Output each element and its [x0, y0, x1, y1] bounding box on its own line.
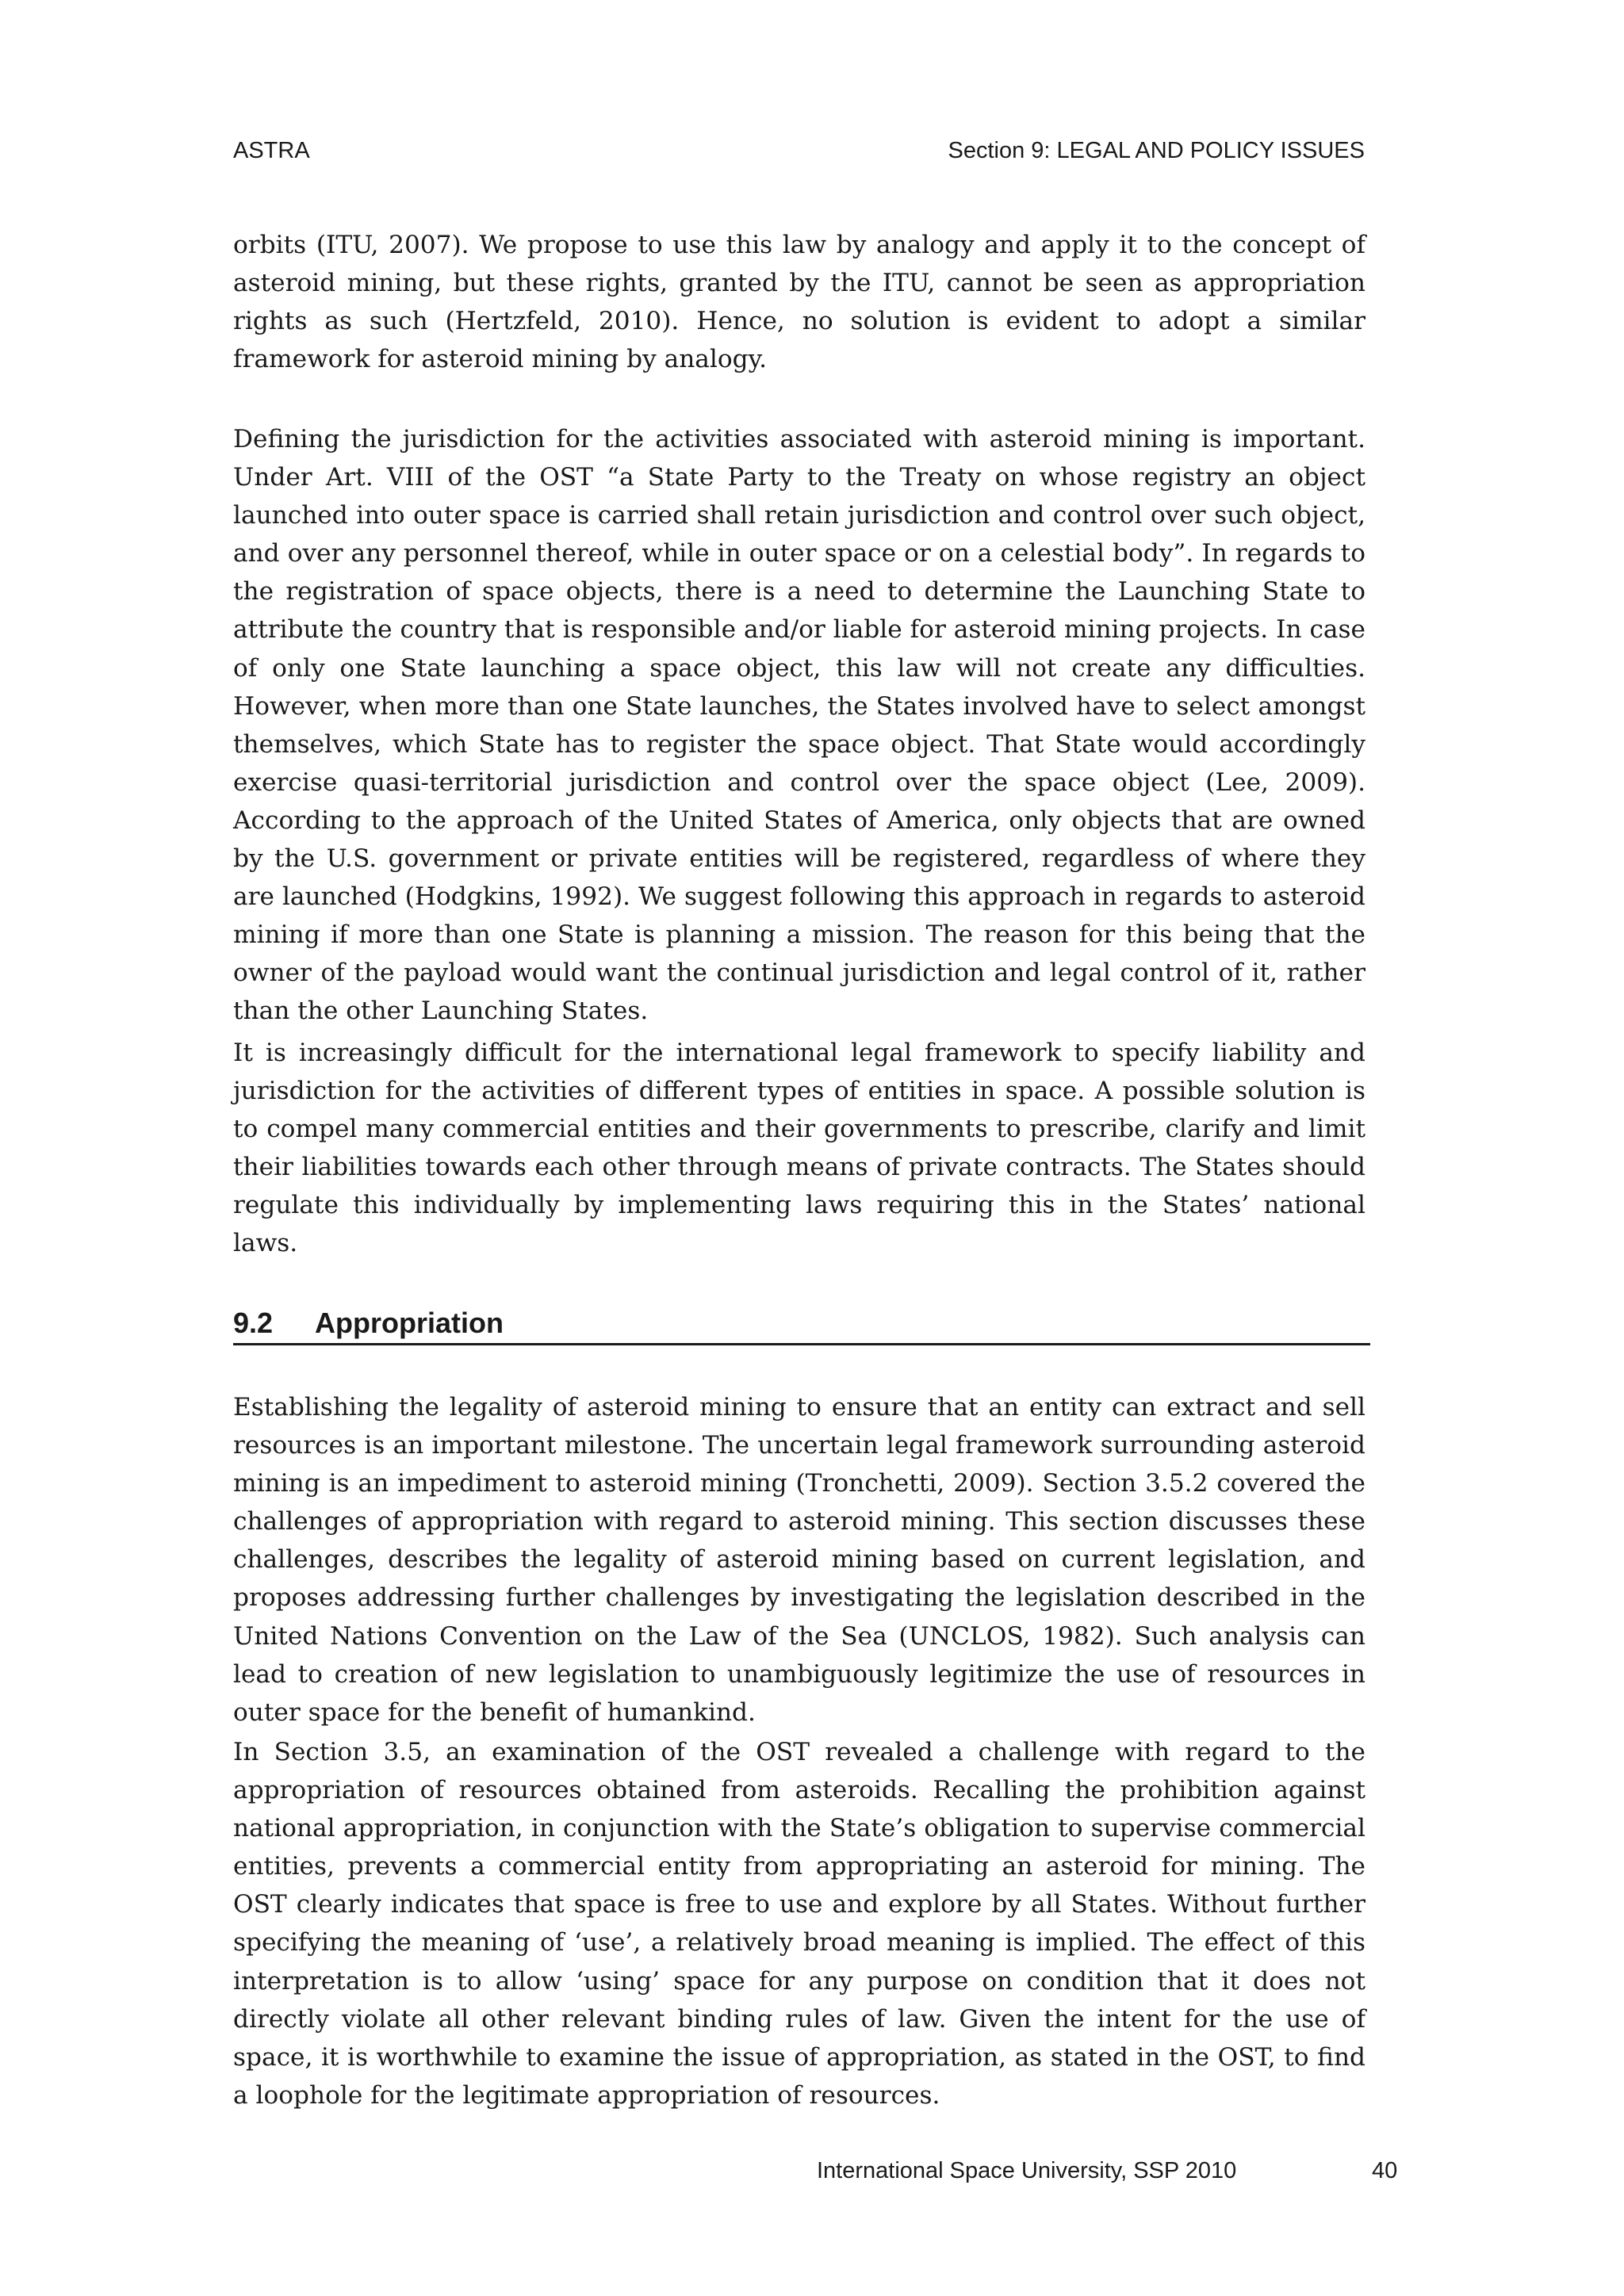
running-header-right: Section 9: LEGAL AND POLICY ISSUES: [948, 138, 1365, 163]
section-title: Appropriation: [315, 1307, 504, 1339]
paragraph-jurisdiction: Defining the jurisdiction for the activities associated with asteroid mining is important. Under Art. VIII of the OST “a State Party to the Treaty on whose registry an object launched into outer space is carried shall retain jurisdiction and control over such object, and over any personnel thereof, while in outer space or on a celestial body”. In regards to the registration of space objects, there is a need to determine the Launching State to attribute the country that is responsible and/or liable for asteroid mining projects. In case of only one State launching a space object, this law will not create any difficulties. However, when more than one State launches, the States involved have to select amongst themselves, which State has to register the space object. That State would accordingly exercise quasi-territorial jurisdiction and control over the space object (Lee, 2009). According to the approach of the United States of America, only objects that are owned by the U.S. government or private entities will be registered, regardless of where they are launched (Hodgkins, 1992). We suggest following this approach in regards to asteroid mining if more than one State is planning a mission. The reason for this being that the owner of the payload would want the continual jurisdiction and legal control of it, rather than the other Launching States.: [233, 425, 1365, 1026]
footer-institution: International Space University, SSP 2010: [817, 2158, 1237, 2183]
paragraph-legality: Establishing the legality of asteroid mining to ensure that an entity can extract and sell resources is an important milestone. The uncertain legal framework surrounding asteroid mining is an impediment to asteroid mining (Tronchetti, 2009). Section 3.5.2 covered the challenges of appropriation with regard to asteroid mining. This section discusses these challenges, describes the legality of asteroid mining based on current legislation, and proposes addressing further challenges by investigating the legislation described in the United Nations Convention on the Law of the Sea (UNCLOS, 1982). Such analysis can lead to creation of new legislation to unambiguously legitimize the use of resources in outer space for the benefit of humankind.: [233, 1393, 1365, 1727]
section-heading: [233, 1305, 1370, 1345]
page-number: 40: [1372, 2158, 1398, 2183]
paragraph-ost-examination: In Section 3.5, an examination of the OST revealed a challenge with regard to the appropriation of resources obtained from asteroids. Recalling the prohibition against national appropriation, in conjunction with the State’s obligation to supervise commercial entities, prevents a commercial entity from appropriating an asteroid for mining. The OST clearly indicates that space is free to use and explore by all States. Without further specifying the meaning of ‘use’, a relatively broad meaning is implied. The effect of this interpretation is to allow ‘using’ space for any purpose on condition that it does not directly violate all other relevant binding rules of law. Given the intent for the use of space, it is worthwhile to examine the issue of appropriation, as stated in the OST, to find a loophole for the legitimate appropriation of resources.: [233, 1738, 1365, 2110]
paragraph-liability: It is increasingly difficult for the international legal framework to specify liability and jurisdiction for the activities of different types of entities in space. A possible solution is to compel many commercial entities and their governments to prescribe, clarify and limit their liabilities towards each other through means of private contracts. The States should regulate this individually by implementing laws requiring this in the States’ national laws.: [233, 1039, 1365, 1258]
running-header-left: ASTRA: [233, 138, 310, 163]
paragraph-itu-analogy: orbits (ITU, 2007). We propose to use this law by analogy and apply it to the concept of asteroid mining, but these rights, granted by the ITU, cannot be seen as appropriation rights as such (Hertzfeld, 2010). Hence, no solution is evident to adopt a similar framework for asteroid mining by analogy.: [233, 231, 1365, 374]
section-number: 9.2: [233, 1307, 274, 1339]
